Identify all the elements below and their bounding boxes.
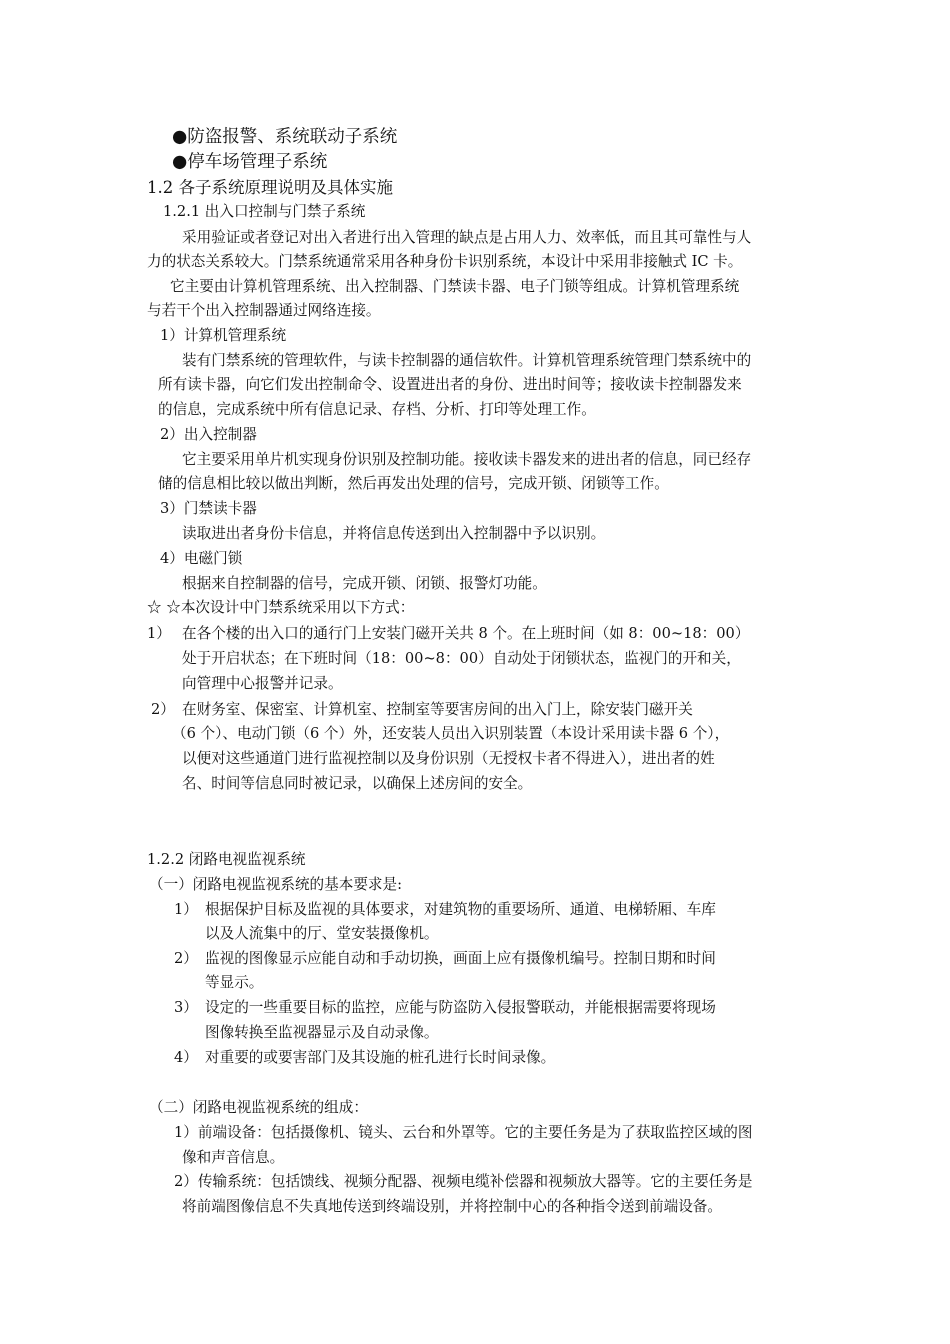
paragraph-line: 根据保护目标及监视的具体要求，对建筑物的重要场所、通道、电梯轿厢、车库 xyxy=(205,901,716,918)
paragraph-line: 2）传输系统：包括馈线、视频分配器、视频电缆补偿器和视频放大器等。它的主要任务是 xyxy=(174,1173,753,1190)
bullet-item: ●停车场管理子系统 xyxy=(172,152,328,172)
paragraph-line: 所有读卡器，向它们发出控制命令、设置进出者的身份、进出时间等；接收读卡控制器发来 xyxy=(158,376,742,393)
paragraph-line: 等显示。 xyxy=(205,974,264,991)
paragraph-line: 采用验证或者登记对出入者进行出入管理的缺点是占用人力、效率低，而且其可靠性与人 xyxy=(182,229,752,246)
paragraph-line: 1）前端设备：包括摄像机、镜头、云台和外罩等。它的主要任务是为了获取监控区域的图 xyxy=(174,1124,753,1141)
paragraph-line: 设定的一些重要目标的监控，应能与防盗防入侵报警联动，并能根据需要将现场 xyxy=(205,999,716,1016)
item-title: 1）计算机管理系统 xyxy=(160,327,287,344)
paragraph-line: 图像转换至监视器显示及自动录像。 xyxy=(205,1024,439,1041)
section-heading: 1.2 各子系统原理说明及具体实施 xyxy=(147,178,393,197)
subsection-heading: 1.2.1 出入口控制与门禁子系统 xyxy=(163,203,366,220)
paragraph-line: 它主要由计算机管理系统、出入控制器、门禁读卡器、电子门锁等组成。计算机管理系统 xyxy=(170,278,740,295)
paragraph-line: 将前端图像信息不失真地传送到终端设别，并将控制中心的各种指令送到前端设备。 xyxy=(182,1198,722,1215)
list-number: 2） xyxy=(174,950,198,967)
paragraph-line: 像和声音信息。 xyxy=(182,1149,285,1166)
paragraph-line: 根据来自控制器的信号，完成开锁、闭锁、报警灯功能。 xyxy=(182,575,547,592)
paragraph-line: 处于开启状态；在下班时间（18：00~8：00）自动处于闭锁状态，监视门的开和关， xyxy=(182,650,741,667)
item-title: 4）电磁门锁 xyxy=(160,550,243,567)
paragraph-line: （6 个）、电动门锁（6 个）外，还安装人员出入识别装置（本设计采用读卡器 6 个）， xyxy=(172,725,730,742)
paragraph-line: 在财务室、保密室、计算机室、控制室等要害房间的出入门上，除安装门磁开关 xyxy=(182,701,693,718)
subsection-heading: 1.2.2 闭路电视监视系统 xyxy=(147,851,306,868)
paragraph-line: 储的信息相比较以做出判断，然后再发出处理的信号，完成开锁、闭锁等工作。 xyxy=(158,475,669,492)
paragraph-line: 的信息，完成系统中所有信息记录、存档、分析、打印等处理工作。 xyxy=(158,401,596,418)
paragraph-line: 在各个楼的出入口的通行门上安装门磁开关共 8 个。在上班时间（如 8：00~18：00） xyxy=(182,625,750,642)
item-title: 2）出入控制器 xyxy=(160,426,257,443)
group-title: （一）闭路电视监视系统的基本要求是: xyxy=(149,876,403,893)
list-number: 3） xyxy=(174,999,198,1016)
paragraph-line: 以便对这些通道门进行监视控制以及身份识别（无授权卡者不得进入），进出者的姓 xyxy=(182,750,715,767)
list-number: 1） xyxy=(174,901,198,918)
paragraph-line: 监视的图像显示应能自动和手动切换，画面上应有摄像机编号。控制日期和时间 xyxy=(205,950,716,967)
paragraph-line: 向管理中心报警并记录。 xyxy=(182,675,343,692)
paragraph-line: 装有门禁系统的管理软件，与读卡控制器的通信软件。计算机管理系统管理门禁系统中的 xyxy=(182,352,752,369)
list-number: 4） xyxy=(174,1049,198,1066)
paragraph-line: 以及人流集中的厅、堂安装摄像机。 xyxy=(205,925,439,942)
paragraph-line: 与若干个出入控制器通过网络连接。 xyxy=(147,302,381,319)
bullet-item: ●防盗报警、系统联动子系统 xyxy=(172,127,398,147)
paragraph-line: 它主要采用单片机实现身份识别及控制功能。接收读卡器发来的进出者的信息，同已经存 xyxy=(182,451,752,468)
paragraph-line: 力的状态关系较大。门禁系统通常采用各种身份卡识别系统，本设计中采用非接触式 IC 卡。 xyxy=(147,253,743,270)
paragraph-line: 对重要的或要害部门及其设施的桩孔进行长时间录像。 xyxy=(205,1049,556,1066)
star-note: ☆ ☆本次设计中门禁系统采用以下方式： xyxy=(147,599,415,616)
group-title: （二）闭路电视监视系统的组成： xyxy=(149,1099,368,1116)
paragraph-line: 读取进出者身份卡信息，并将信息传送到出入控制器中予以识别。 xyxy=(182,525,606,542)
list-number: 1） xyxy=(147,625,171,642)
list-number: 2） xyxy=(151,701,175,718)
item-title: 3）门禁读卡器 xyxy=(160,500,257,517)
paragraph-line: 名、时间等信息同时被记录，以确保上述房间的安全。 xyxy=(182,775,533,792)
